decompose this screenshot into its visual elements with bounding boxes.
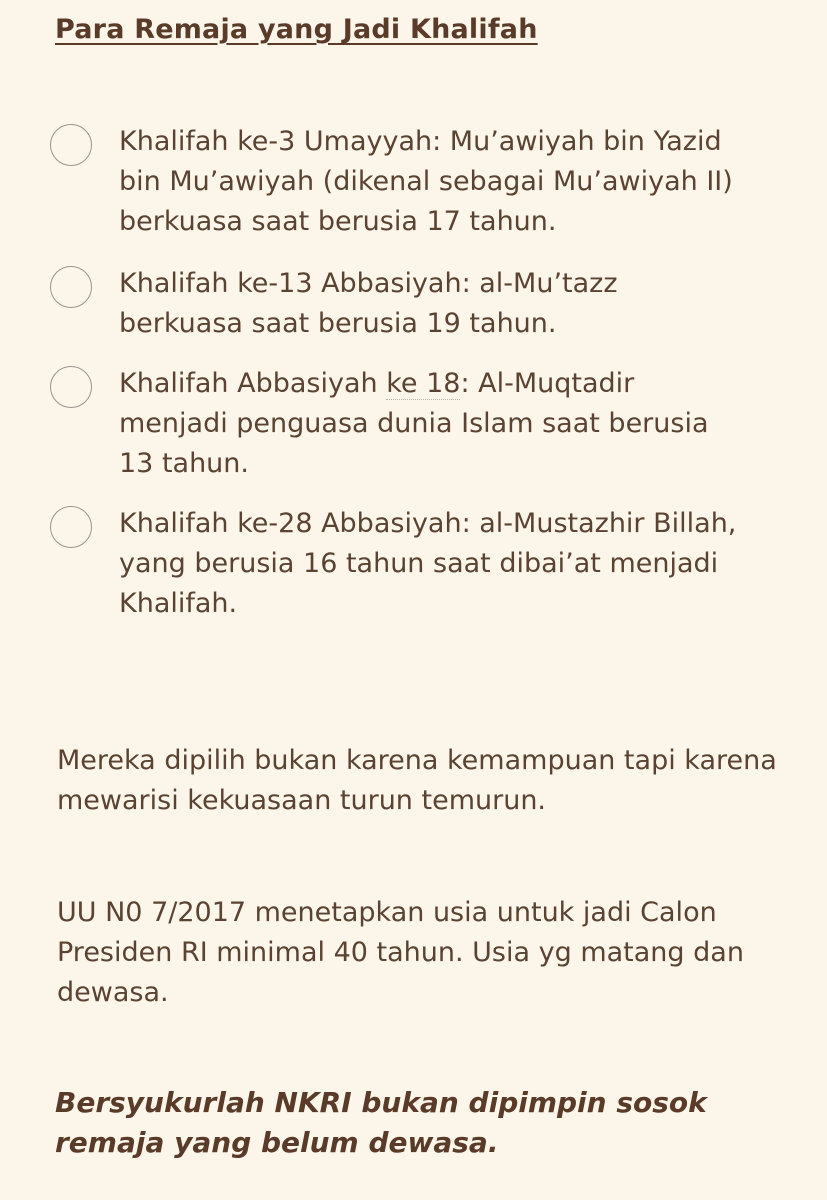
checklist-item-text-start: Khalifah Abbasiyah xyxy=(119,368,387,399)
checklist-item xyxy=(50,122,770,242)
body-paragraph[interactable]: Mereka dipilih bukan karena kemampuan tapi karena mewarisi kekuasaan turun temurun. xyxy=(57,745,777,816)
checklist-item xyxy=(50,364,770,484)
checkbox-circle[interactable] xyxy=(50,124,92,166)
data-detector-link[interactable]: ke 18 xyxy=(386,368,461,399)
checklist-item-text[interactable]: Khalifah ke-28 Abbasiyah: al-Mustazhir Billah, yang berusia 16 tahun saat dibai’at menjadi Khalifah. xyxy=(119,508,737,619)
checklist-item-text[interactable]: Khalifah ke-13 Abbasiyah: al-Mu’tazz berkuasa saat berusia 19 tahun. xyxy=(119,268,618,339)
checklist-item-text-end: : Al-Muqtadir menjadi penguasa dunia Islam saat berusia 13 tahun. xyxy=(119,368,709,479)
closing-statement[interactable]: Bersyukurlah NKRI bukan dipimpin sosok remaja yang belum dewasa. xyxy=(55,1086,707,1159)
body-paragraph[interactable]: UU N0 7/2017 menetapkan usia untuk jadi Calon Presiden RI minimal 40 tahun. Usia yg matang dan dewasa. xyxy=(57,897,744,1008)
checkbox-circle[interactable] xyxy=(50,266,92,308)
note-title: Para Remaja yang Jadi Khalifah xyxy=(55,14,538,45)
checklist-item-text[interactable]: Khalifah ke-3 Umayyah: Mu’awiyah bin Yazid bin Mu’awiyah (dikenal sebagai Mu’awiyah II) berkuasa saat berusia 17 tahun. xyxy=(119,126,733,237)
checklist-item xyxy=(50,504,770,624)
checkbox-circle[interactable] xyxy=(50,506,92,548)
checkbox-circle[interactable] xyxy=(50,366,92,408)
checklist xyxy=(50,122,770,644)
checklist-item xyxy=(50,264,770,344)
checklist-item-text[interactable] xyxy=(119,364,739,484)
